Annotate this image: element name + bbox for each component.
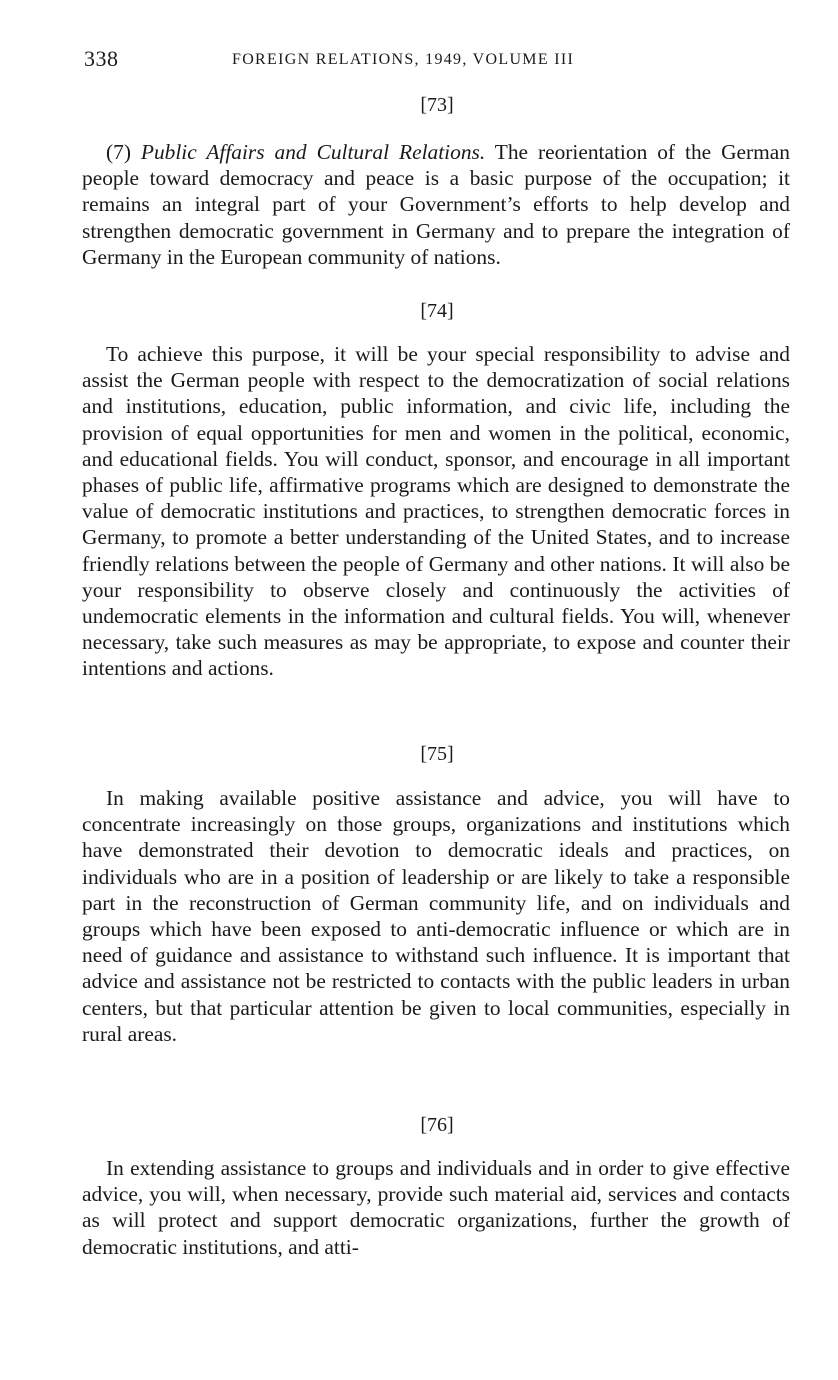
running-head — [84, 46, 790, 76]
paragraph-74: To achieve this purpose, it will be your special responsibility to advise and assist the German people with respect to the democratization of social relations and institutions, education, public information, and civic life, including the provision of equal opportunities for men and women in the political, economic, and educational fields. You will conduct, sponsor, and encourage in all important phases of public life, affirmative programs which are designed to demonstrate the value of democratic institutions and practices, to strengthen democratic forces in Germany, to promote a better understanding of the United States, and to increase friendly relations between the people of Germany and other nations. It will also be your responsibility to observe closely and continuously the activities of undemocratic elements in the information and cultural fields. You will, whenever necessary, take such measures as may be appropriate, to expose and counter their intentions and actions. — [82, 342, 790, 681]
item-number: (7) — [106, 140, 141, 164]
running-title: FOREIGN RELATIONS, 1949, VOLUME III — [232, 51, 575, 68]
section-marker-74: [74] — [420, 300, 454, 322]
paragraph-75: In making available positive assistance and advice, you will have to concentrate increasingly on those groups, organizations and institutions which have demonstrated their devotion to democratic ideals and practices, on individuals who are in a position of leadership or are likely to take a responsible part in the reconstruction of German community life, and on individuals and groups which have been exposed to anti-democratic influence or which are in need of guidance and assistance to withstand such influence. It is important that advice and assistance not be restricted to contacts with the public leaders in urban centers, but that particular attention be given to local communities, especially in rural areas. — [82, 786, 790, 1046]
paragraph-text: The reorientation of the German people toward democracy and peace is a basic purpose of the occupation; it remains an integral part of your Government’s efforts to help develop and strengthen democratic government in Germany and to prepare the integration of Germany in the European community of nations. — [82, 140, 790, 269]
section-marker-73: [73] — [420, 94, 454, 116]
page-number: 338 — [84, 46, 119, 71]
section-heading: Public Affairs and Cultural Relations. — [140, 140, 486, 164]
section-marker-75: [75] — [420, 743, 454, 765]
section-marker-76: [76] — [420, 1114, 454, 1136]
paragraph-76: In extending assistance to groups and individuals and in order to give effective advice, you will, when necessary, provide such material aid, services and contacts as will protect and support democratic organizations, further the growth of democratic institutions, and atti- — [82, 1156, 790, 1259]
paragraph-73 — [82, 139, 790, 270]
